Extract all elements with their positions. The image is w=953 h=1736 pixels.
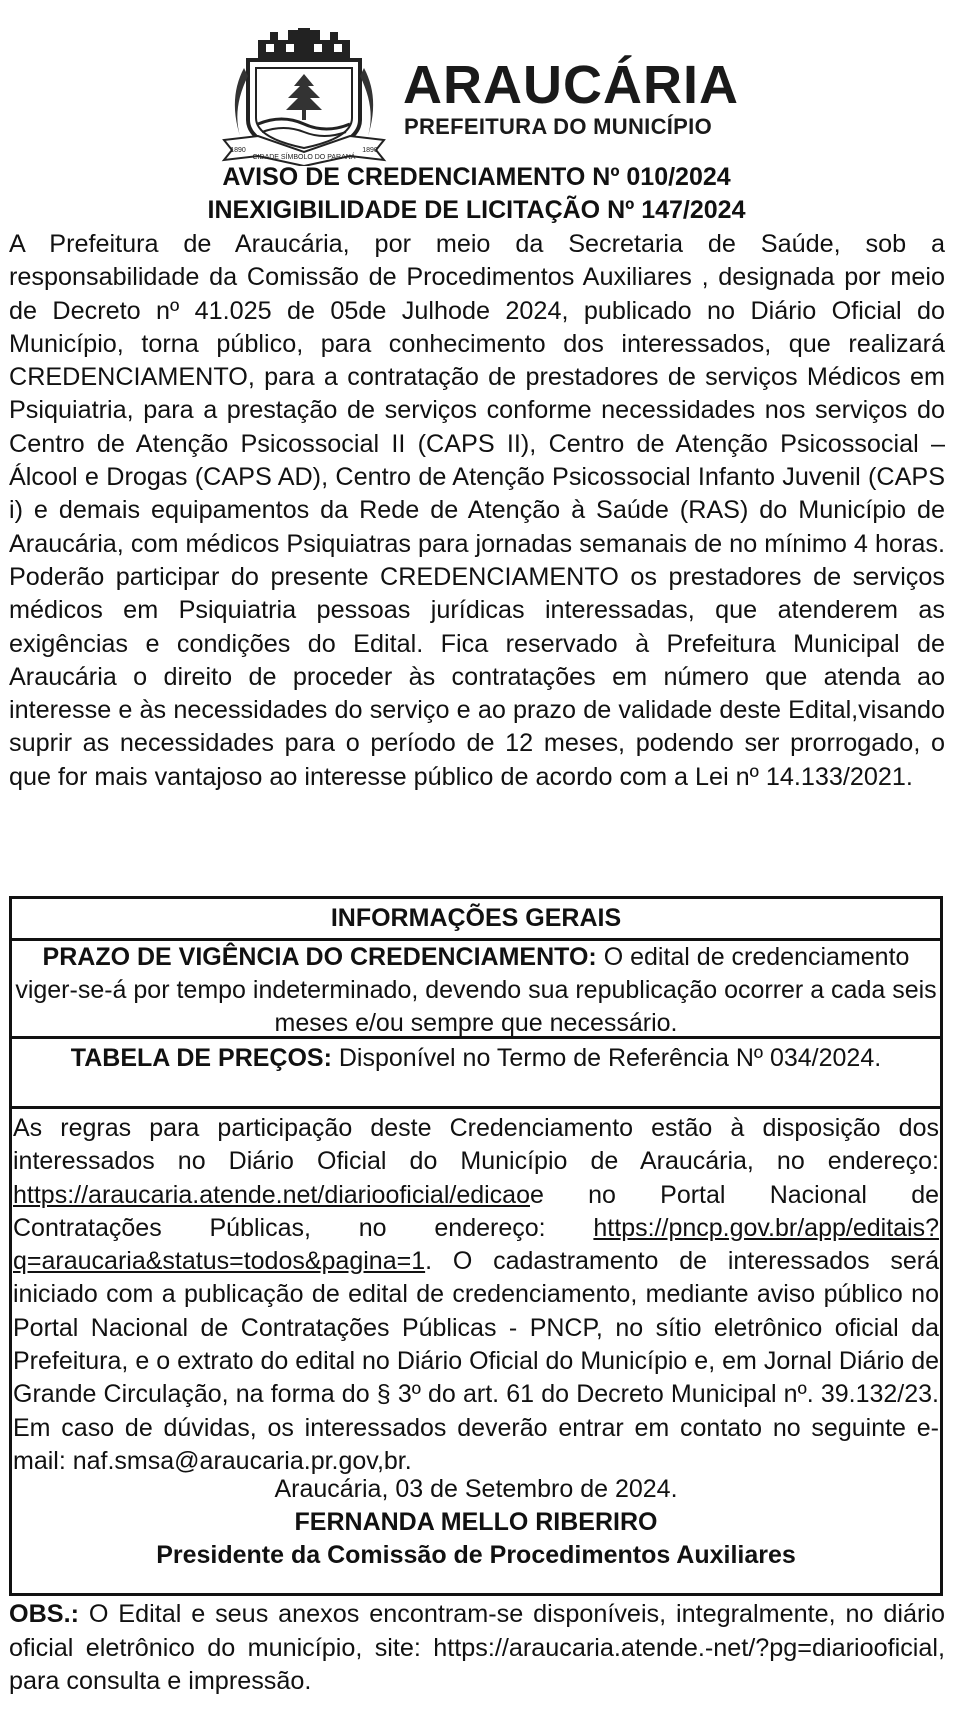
svg-text:CIDADE SÍMBOLO DO PARANÁ: CIDADE SÍMBOLO DO PARANÁ bbox=[252, 154, 356, 161]
rules-text-1: As regras para participação deste Credenciamento estão à disposição dos interessados no Diário Oficial do Município de Araucária, no endereço: bbox=[13, 1114, 939, 1176]
diario-oficial-link[interactable]: https://araucaria.atende.net/diariooficial/edicao bbox=[13, 1180, 530, 1209]
validity-text: O edital de credenciamento viger-se-á por tempo indeterminado, devendo sua republicação ocorrer a cada seis meses e/ou sempre que necessário. bbox=[15, 943, 937, 1037]
pncp-link[interactable]: https://pncp.gov.br/app/editais?q=araucaria&status=todos&pagina=1 bbox=[13, 1213, 939, 1276]
city-crest-icon bbox=[218, 28, 390, 166]
notice-title: AVISO DE CREDENCIAMENTO Nº 010/2024 bbox=[222, 163, 731, 191]
validity-label: PRAZO DE VIGÊNCIA DO CREDENCIAMENTO: bbox=[42, 943, 597, 971]
rules-text-3: . O cadastramento de interessados será iniciado com a publicação de edital de credenciamento, mediante aviso público no Portal Nacional de Contratações Públicas - PNCP, no sítio eletrônico oficial da Prefeitura, e o extrato do edital no Diário Oficial do Município e, em Jornal Diário de Grande Circulação, na forma do § 3º do art. 61 do Decreto Municipal nº. 39.132/23. Em caso de dúvidas, os interessados deverão entrar em contato no seguinte e-mail: naf.smsa@araucaria.pr.gov,br. bbox=[13, 1247, 939, 1475]
svg-text:1890: 1890 bbox=[230, 147, 246, 154]
signer-role: Presidente da Comissão de Procedimentos Auxiliares bbox=[156, 1541, 796, 1569]
rules-section bbox=[12, 1112, 940, 1478]
page-header bbox=[0, 20, 953, 170]
notice-body: A Prefeitura de Araucária, por meio da Secretaria de Saúde, sob a responsabilidade da Comissão de Procedimentos Auxiliares , designada por meio de Decreto nº 41.025 de 05de Julhode 2024, publicado no Diário Oficial do Município, torna público, para conhecimento dos interessados, que realizará CREDENCIAMENTO, para a contratação de prestadores de serviços Médicos em Psiquiatria, para a prestação de serviços conforme necessidades nos serviços do Centro de Atenção Psicossocial II (CAPS II), Centro de Atenção Psicossocial – Álcool e Drogas (CAPS AD), Centro de Atenção Psicossocial Infanto Juvenil (CAPS i) e demais equipamentos da Rede de Atenção à Saúde (RAS) do Município de Araucária, com médicos Psiquiatras para jornadas semanais de no mínimo 4 horas. Poderão participar do presente CREDENCIAMENTO os prestadores de serviços médicos em Psiquiatria pessoas jurídicas interessadas, que atenderem as exigências e condições do Edital. Fica reservado à Prefeitura Municipal de Araucária o direito de proceder às contratações em número que atenda ao interesse e às necessidades do serviço e ao prazo de validade deste Edital,visando suprir as necessidades para o período de 12 meses, podendo ser prorrogado, o que for mais vantajoso ao interesse público de acordo com a Lei nº 14.133/2021. bbox=[9, 230, 945, 791]
brand-subtitle: PREFEITURA DO MUNICÍPIO bbox=[404, 114, 712, 139]
notice-subtitle: INEXIGIBILIDADE DE LICITAÇÃO Nº 147/2024 bbox=[207, 196, 746, 224]
obs-text: O Edital e seus anexos encontram-se disponíveis, integralmente, no diário oficial eletrônico do município, site: https://araucaria.atende.-net/?pg=diariooficial, para consulta e impressão. bbox=[9, 1600, 945, 1695]
price-table-label: TABELA DE PREÇOS: bbox=[70, 1044, 332, 1072]
rules-text-2: e no Portal Nacional de Contratações Públicas, no endereço: bbox=[13, 1180, 939, 1242]
brand-name: ARAUCÁRIA bbox=[403, 55, 739, 115]
general-info-box bbox=[9, 896, 943, 1596]
obs-note bbox=[9, 1598, 945, 1699]
general-info-heading: INFORMAÇÕES GERAIS bbox=[12, 899, 940, 941]
price-table-text: Disponível no Termo de Referência Nº 034/2024. bbox=[331, 1044, 882, 1072]
price-table-section bbox=[12, 1042, 940, 1109]
date-line: Araucária, 03 de Setembro de 2024. bbox=[274, 1475, 678, 1503]
signer-name: FERNANDA MELLO RIBERIRO bbox=[294, 1508, 658, 1536]
obs-label: OBS.: bbox=[9, 1600, 79, 1628]
validity-section bbox=[12, 941, 940, 1039]
svg-text:1890: 1890 bbox=[362, 147, 378, 154]
